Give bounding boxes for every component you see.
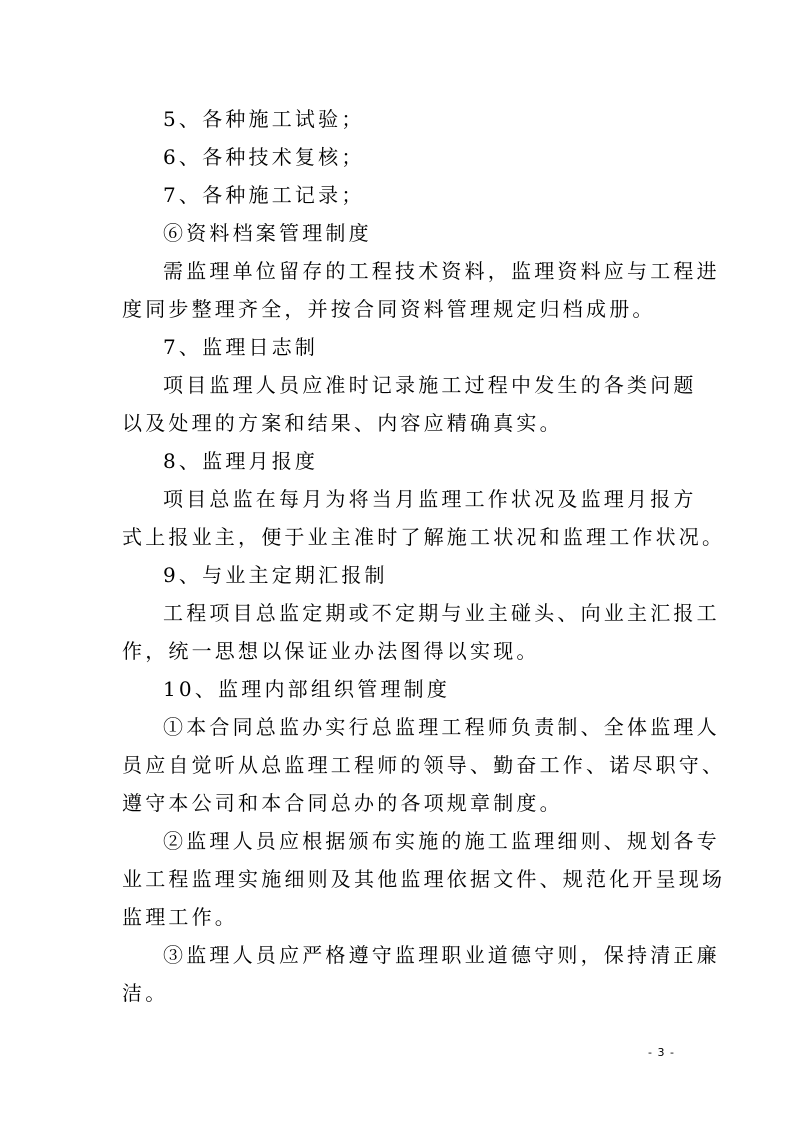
paragraph-line: ③监理人员应严格遵守监理职业道德守则，保持清正廉 (163, 943, 720, 967)
paragraph-line: 需监理单位留存的工程技术资料，监理资料应与工程进 (163, 259, 720, 283)
paragraph-line: 项目总监在每月为将当月监理工作状况及监理月报方 (163, 487, 697, 511)
text-line: 5、各种施工试验； (163, 107, 365, 131)
paragraph-line: 监理工作。 (122, 905, 238, 929)
section-heading: 9、与业主定期汇报制 (163, 563, 388, 587)
paragraph-line: 员应自觉听从总监理工程师的领导、勤奋工作、诺尽职守、 (122, 753, 726, 777)
page-number: - 3 - (648, 1046, 675, 1059)
paragraph-line: 作，统一思想以保证业办法图得以实现。 (122, 639, 540, 663)
paragraph-line: ②监理人员应根据颁布实施的施工监理细则、规划各专 (163, 829, 720, 853)
section-heading: 7、监理日志制 (163, 335, 319, 359)
section-heading: 8、监理月报度 (163, 449, 319, 473)
paragraph-line: 以及处理的方案和结果、内容应精确真实。 (122, 411, 563, 435)
section-heading: ⑥资料档案管理制度 (163, 221, 372, 245)
paragraph-line: 项目监理人员应准时记录施工过程中发生的各类问题 (163, 373, 697, 397)
paragraph-line: 式上报业主，便于业主准时了解施工状况和监理工作状况。 (122, 525, 726, 549)
section-heading: 10、监理内部组织管理制度 (163, 677, 451, 701)
text-line: 7、各种施工记录； (163, 183, 365, 207)
text-line: 6、各种技术复核； (163, 145, 365, 169)
paragraph-line: 业工程监理实施细则及其他监理依据文件、规范化开呈现场 (122, 867, 726, 891)
paragraph-line: 工程项目总监定期或不定期与业主碰头、向业主汇报工 (163, 601, 720, 625)
paragraph-line: 度同步整理齐全，并按合同资料管理规定归档成册。 (122, 297, 656, 321)
paragraph-line: 遵守本公司和本合同总办的各项规章制度。 (122, 791, 563, 815)
paragraph-line: 洁。 (122, 981, 169, 1005)
paragraph-line: ①本合同总监办实行总监理工程师负责制、全体监理人 (163, 715, 720, 739)
